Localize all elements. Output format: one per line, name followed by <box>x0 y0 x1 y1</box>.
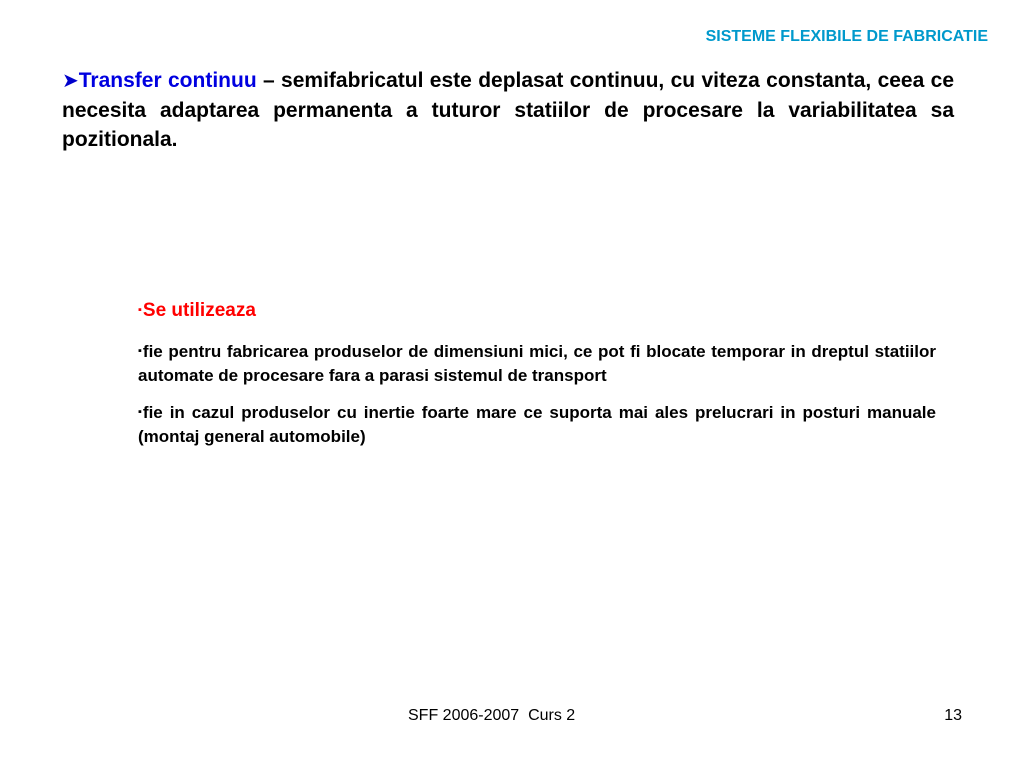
square-bullet-icon: ▪ <box>138 345 142 357</box>
usage-item-text: fie in cazul produselor cu inertie foarte mare ce suporta mai ales prelucrari in posturi manuale (montaj general automobile) <box>138 403 936 446</box>
usage-heading <box>138 298 936 323</box>
usage-item-text: fie pentru fabricarea produselor de dimensiuni mici, ce pot fi blocate temporar in dreptul statiilor automate de procesare fara a parasi sistemul de transport <box>138 342 936 385</box>
main-paragraph-text: – semifabricatul este deplasat continuu, cu viteza constanta, ceea ce necesita adaptarea permanenta a tuturor statiilor de procesare la variabilitatea sa pozitionala. <box>62 69 954 151</box>
usage-section <box>138 298 936 461</box>
usage-heading-text: Se utilizeaza <box>142 300 256 321</box>
usage-item <box>138 339 936 388</box>
square-bullet-icon: ▪ <box>138 304 142 316</box>
term-highlight: Transfer continuu <box>78 69 257 92</box>
footer-page-number: 13 <box>944 707 962 724</box>
square-bullet-icon: ▪ <box>138 406 142 418</box>
arrow-right-icon: ➤ <box>62 70 79 92</box>
footer-course-label: SFF 2006-2007 Curs 2 <box>408 707 576 724</box>
slide-header-title: SISTEME FLEXIBILE DE FABRICATIE <box>705 28 988 45</box>
main-paragraph <box>62 66 954 154</box>
usage-item <box>138 400 936 449</box>
